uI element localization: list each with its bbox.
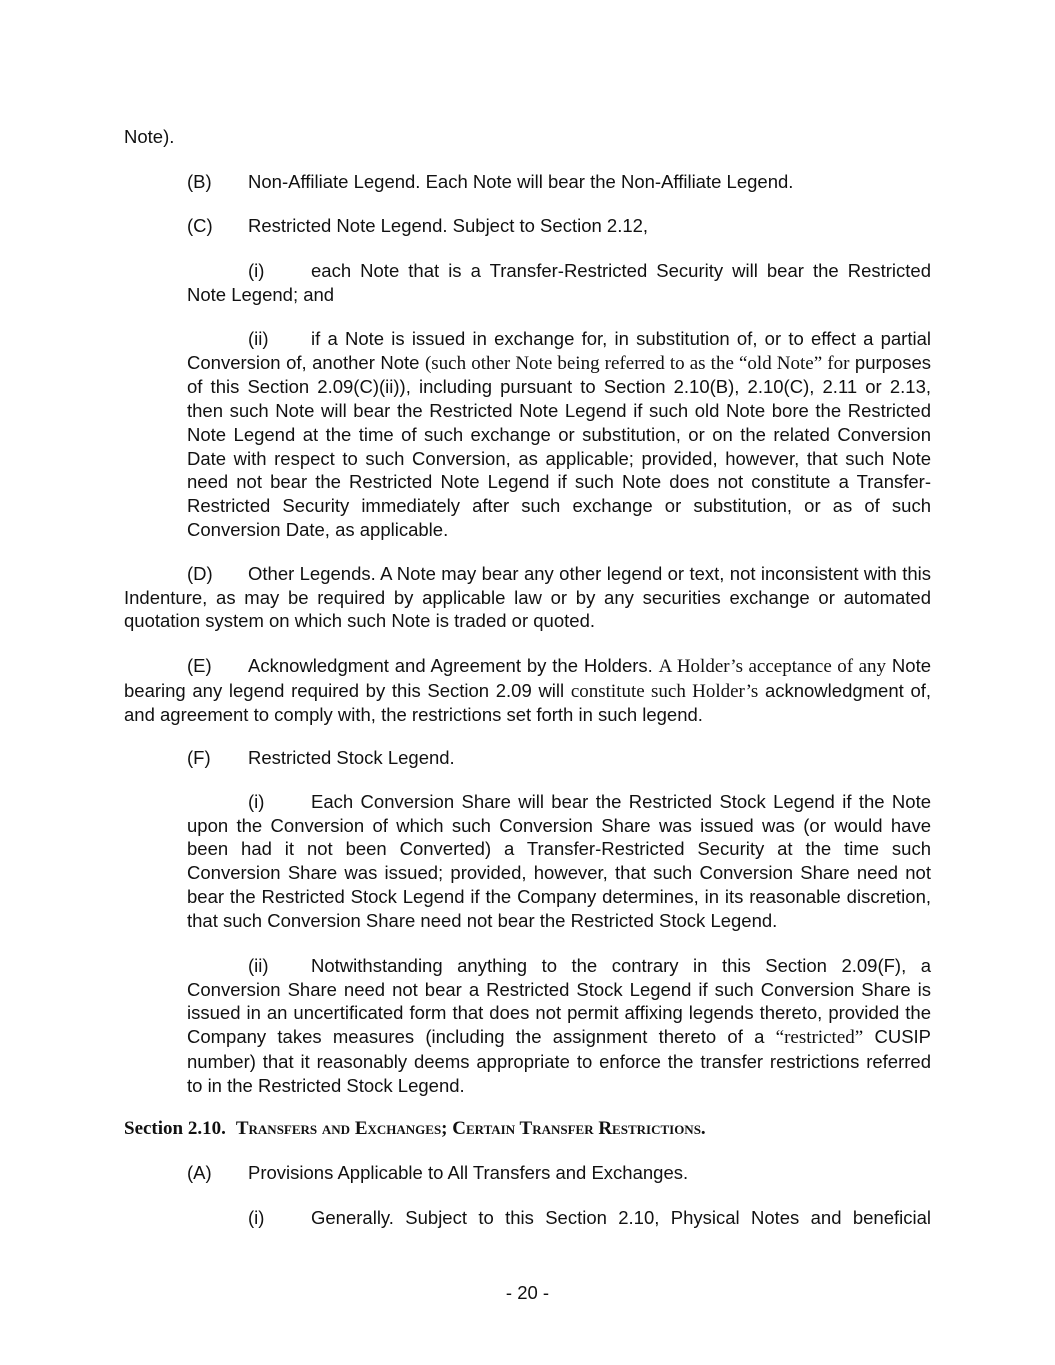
paragraph-label: (i)	[248, 791, 265, 812]
paragraph-label: (D)	[187, 563, 213, 584]
section-heading	[124, 1117, 706, 1141]
paragraph-label: (B)	[187, 171, 212, 192]
paragraph-d	[124, 562, 931, 633]
paragraph-text: Non-Affiliate Legend. Each Note will bear the Non-Affiliate Legend.	[248, 171, 794, 192]
paragraph-c-ii	[187, 327, 931, 541]
paragraph-a-i	[187, 1206, 931, 1230]
paragraph-c	[187, 214, 648, 238]
paragraph-text: each Note that is a Transfer-Restricted Security will bear the Restricted Note Legend; and	[187, 260, 931, 305]
paragraph-text: Each Conversion Share will bear the Restricted Stock Legend if the Note upon the Conversion of which such Conversion Share was issued was (or would have been had it not been Converted) a Transfer-Restricted Security at the time such Conversion Share was issued; provided, however, that such Conversion Share need not bear the Restricted Stock Legend if the Company determines, in its reasonable discretion, that such Conversion Share need not bear the Restricted Stock Legend.	[187, 791, 931, 931]
paragraph-text: Generally. Subject to this Section 2.10, Physical Notes and beneficial	[311, 1207, 931, 1228]
paragraph-label: (F)	[187, 747, 211, 768]
paragraph-text-serif: (such other Note being referred to as the “old Note” for	[424, 352, 850, 374]
paragraph-text: if a Note is issued in exchange for, in substitution of, or to effect a partial Conversion of, another Note	[187, 328, 931, 373]
paragraph-text: Note bearing any legend required by this Section 2.09 will	[124, 655, 931, 701]
paragraph-label: (A)	[187, 1162, 212, 1183]
paragraph-label: (i)	[248, 1207, 265, 1228]
paragraph-text: acknowledgment of, and agreement to comply with, the restrictions set forth in such legend.	[124, 679, 932, 726]
paragraph-text-serif: constitute such Holder’s	[570, 680, 759, 702]
paragraph-b	[187, 170, 793, 194]
paragraph-f-i	[187, 790, 931, 932]
section-number: Section 2.10.	[124, 1118, 226, 1139]
paragraph-text: Other Legends. A Note may bear any other legend or text, not inconsistent with this Indenture, as may be required by applicable law or by any securities exchange or automated quotation system on which such Note is traded or quoted.	[124, 563, 931, 632]
paragraph-text: Notwithstanding anything to the contrary in this Section 2.09(F), a Conversion Share need not bear a Restricted Stock Legend if such Conversion Share is issued in an uncertificated form that does not permit affixing legends thereto, provided the Company takes measures (including the assignment thereto of a	[187, 955, 931, 1048]
paragraph-text-serif: “restricted”	[775, 1027, 864, 1049]
paragraph-text-serif: A Holder’s acceptance of any	[658, 656, 887, 677]
paragraph-f	[187, 746, 455, 770]
paragraph-text: purposes of this Section 2.09(C)(ii)), including pursuant to Section 2.10(B), 2.10(C), 2.11 or 2.13, then such Note will bear the Restricted Note Legend if such old Note bore the Restricted Note Legend at the time of such exchange or substitution, or on the related Conversion Date with respect to such Conversion, as applicable; provided, however, that such Note need not bear the Restricted Note Legend if such Note does not constitute a Transfer-Restricted Security immediately after such exchange or substitution, or as of such Conversion Date, as applicable.	[187, 351, 932, 540]
paragraph-text: Restricted Note Legend. Subject to Section 2.12,	[248, 215, 649, 236]
page-number: - 20 -	[505, 1282, 550, 1303]
paragraph-c-i	[187, 259, 931, 306]
paragraph-label: (i)	[248, 260, 265, 281]
paragraph-text: Provisions Applicable to All Transfers and Exchanges.	[248, 1162, 689, 1183]
paragraph-text: Acknowledgment and Agreement by the Holders.	[248, 655, 653, 676]
section-title: Transfers and Exchanges; Certain Transfer Restrictions.	[235, 1118, 706, 1139]
paragraph-label: (C)	[187, 215, 213, 236]
paragraph-text: Restricted Stock Legend.	[248, 747, 455, 768]
paragraph-label: (E)	[187, 655, 212, 676]
paragraph-a	[187, 1161, 688, 1185]
paragraph-label: (ii)	[248, 328, 269, 349]
paragraph-f-ii	[187, 954, 931, 1097]
paragraph-label: (ii)	[248, 955, 269, 976]
paragraph-e	[124, 654, 931, 727]
lead-line: Note).	[124, 126, 175, 147]
paragraph-text: CUSIP number) that it reasonably deems appropriate to enforce the transfer restrictions referred to in the Restricted Stock Legend.	[187, 1026, 932, 1096]
